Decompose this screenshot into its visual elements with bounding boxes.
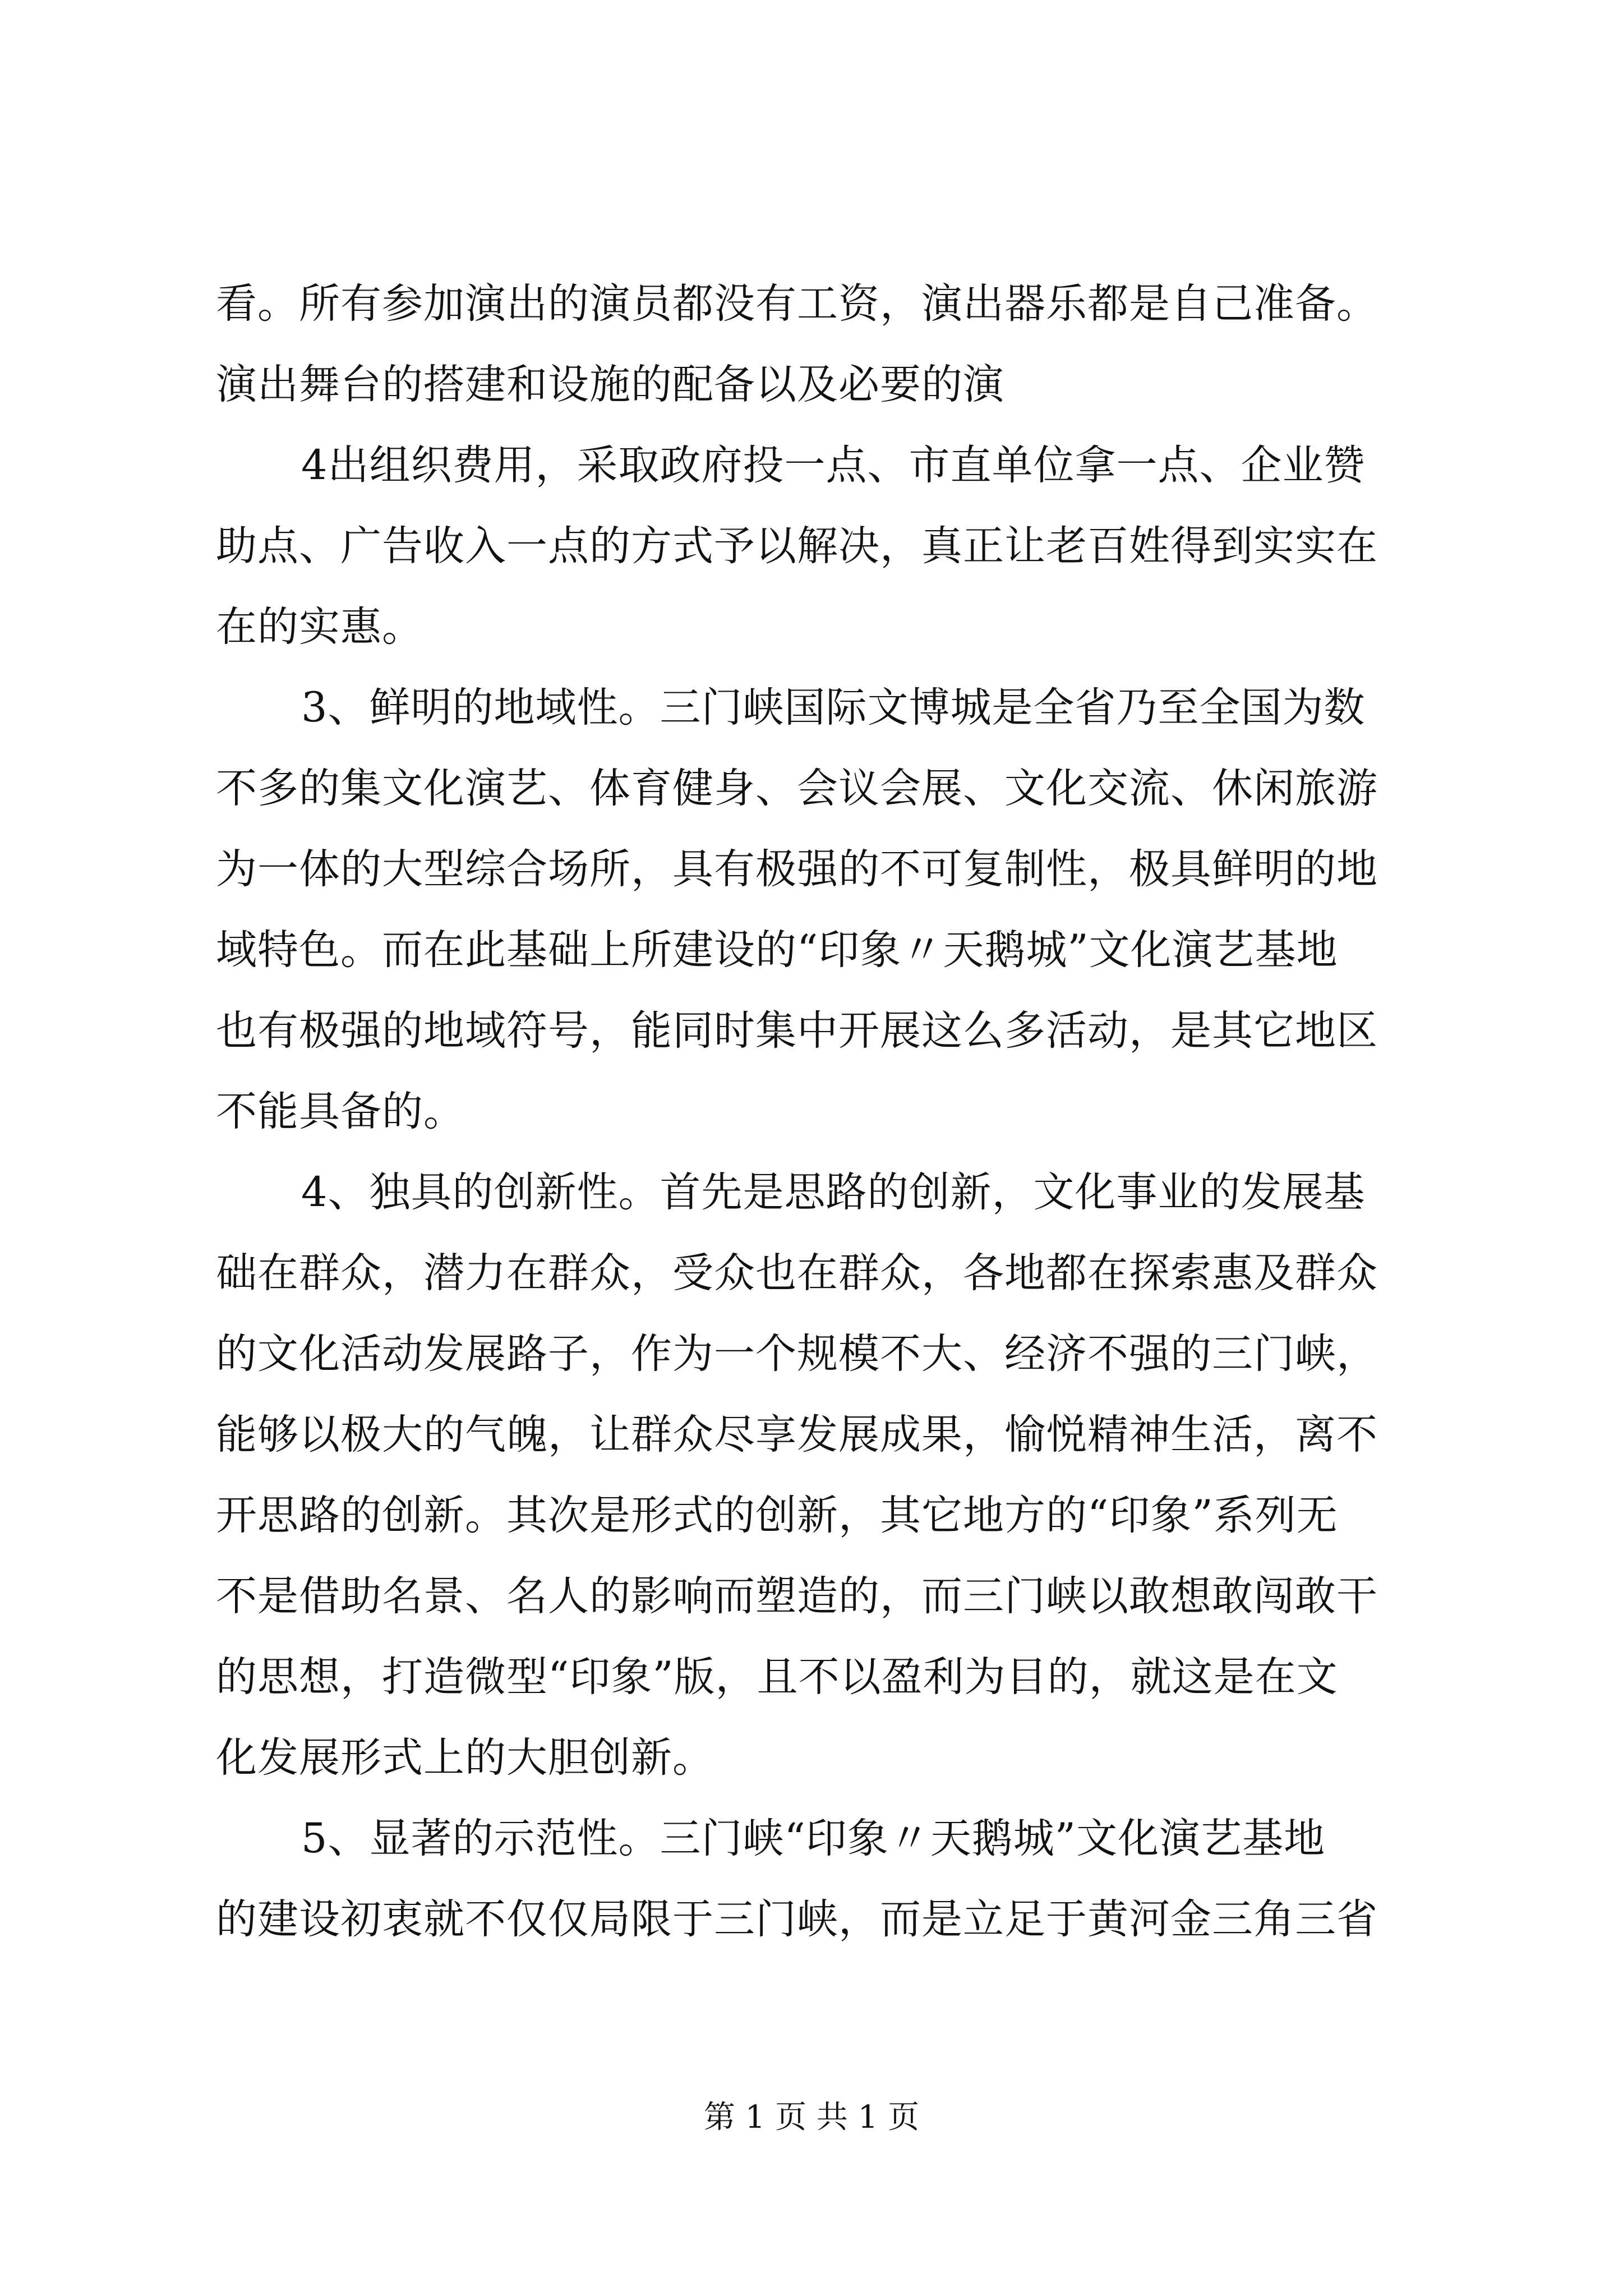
text-line: 演出舞台的搭建和设施的配备以及必要的演 [216,361,1004,408]
document-body [216,264,1410,1960]
paragraph [216,668,1410,1152]
text-line: 的建设初衷就不仅仅局限于三门峡，而是立足于黄河金三角三省 [216,1895,1378,1943]
paragraph [216,264,1410,425]
text-line: 不能具备的。 [216,1088,465,1135]
text-line: 域特色。而在此基础上所建设的“印象〃天鹅城”文化演艺基地 [216,926,1338,974]
text-line: 化发展形式上的大胆创新。 [216,1734,714,1782]
page-footer [0,2095,1623,2140]
text-line: 在的实惠。 [216,603,423,651]
text-line: 助点、广告收入一点的方式予以解决，真正让老百姓得到实实在 [216,522,1378,570]
text-line: 为一体的大型综合场所，具有极强的不可复制性，极具鲜明的地 [216,845,1378,893]
paragraph [216,1798,1410,1960]
text-line: 4、独具的创新性。首先是思路的创新，文化事业的发展基 [301,1168,1366,1216]
text-line: 5、显著的示范性。三门峡“印象〃天鹅城”文化演艺基地 [301,1815,1326,1862]
paragraph [216,1152,1410,1798]
paragraph [216,425,1410,668]
page-number: 第 1 页 共 1 页 [703,2099,920,2136]
text-line: 看。所有参加演出的演员都没有工资，演出器乐都是自己准备。 [216,280,1378,328]
text-line: 开思路的创新。其次是形式的创新，其它地方的“印象”系列无 [216,1492,1338,1539]
text-line: 不是借助名景、名人的影响而塑造的，而三门峡以敢想敢闯敢干 [216,1572,1378,1620]
text-line: 能够以极大的气魄，让群众尽享发展成果，愉悦精神生活，离不 [216,1411,1378,1458]
text-line: 也有极强的地域符号，能同时集中开展这么多活动，是其它地区 [216,1007,1378,1055]
text-line: 础在群众，潜力在群众，受众也在群众，各地都在探索惠及群众 [216,1249,1378,1297]
text-line: 3、鲜明的地域性。三门峡国际文博城是全省乃至全国为数 [301,684,1366,731]
text-line: 的文化活动发展路子，作为一个规模不大、经济不强的三门峡， [216,1330,1378,1378]
text-line: 的思想，打造微型“印象”版，且不以盈利为目的，就这是在文 [216,1653,1338,1701]
text-line: 不多的集文化演艺、体育健身、会议会展、文化交流、休闲旅游 [216,765,1378,812]
text-line: 4出组织费用，采取政府投一点、市直单位拿一点、企业赞 [301,441,1366,489]
